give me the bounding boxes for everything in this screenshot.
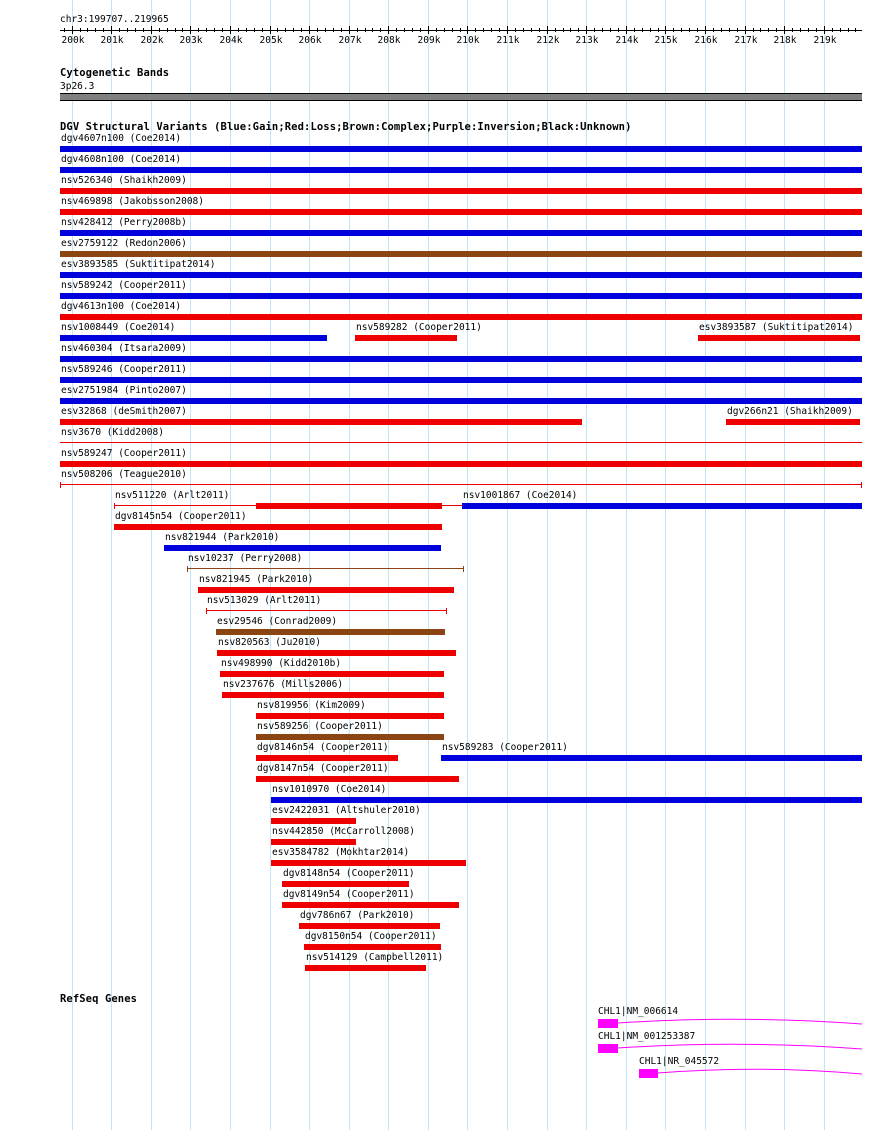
variant-label: esv2422031 (Altshuler2010) [272,805,421,816]
ruler-tick-label: 200k [61,35,85,46]
variant-label: dgv8150n54 (Cooper2011) [305,931,437,942]
ruler-tick-label: 207k [338,35,362,46]
variant-label: nsv589242 (Cooper2011) [61,280,187,291]
transcript-label: CHL1|NM_001253387 [598,1031,696,1042]
variant-label: esv2759122 (Redon2006) [61,238,187,249]
ruler-tick-label: 211k [496,35,520,46]
variant-label: esv32868 (deSmith2007) [61,406,187,417]
variant-label: dgv4613n100 (Coe2014) [61,301,182,312]
variant-label: nsv428412 (Perry2008b) [61,217,187,228]
variant-label: dgv4608n100 (Coe2014) [61,154,182,165]
variant-label: dgv8149n54 (Cooper2011) [283,889,415,900]
variant-label: nsv498990 (Kidd2010b) [221,658,342,669]
variant-label: esv2751984 (Pinto2007) [61,385,187,396]
variant-label: nsv469898 (Jakobsson2008) [61,196,204,207]
ruler-tick-label: 206k [298,35,322,46]
variant-label: dgv4607n100 (Coe2014) [61,133,182,144]
ruler-tick-label: 213k [575,35,599,46]
variant-label: nsv589283 (Cooper2011) [442,742,568,753]
variant-label: nsv589256 (Cooper2011) [257,721,383,732]
variant-label: dgv8145n54 (Cooper2011) [115,511,247,522]
variant-label: dgv8148n54 (Cooper2011) [283,868,415,879]
ruler-tick-label: 219k [813,35,837,46]
cytoband-track-title: Cytogenetic Bands [60,67,170,79]
refseq-track-title: RefSeq Genes [60,993,138,1005]
ruler-tick-label: 216k [694,35,718,46]
ruler-tick-label: 214k [615,35,639,46]
variant-label: dgv786n67 (Park2010) [300,910,415,921]
variant-label: nsv460304 (Itsara2009) [61,343,187,354]
variant-label: dgv266n21 (Shaikh2009) [727,406,853,417]
ruler-tick-label: 201k [100,35,124,46]
variant-label: nsv1001867 (Coe2014) [463,490,578,501]
ruler-tick-label: 209k [417,35,441,46]
variant-label: nsv820563 (Ju2010) [218,637,321,648]
intron-line[interactable] [618,1044,862,1049]
dgv-track-title: DGV Structural Variants (Blue:Gain;Red:Loss;Brown:Complex;Purple:Inversion;Black:Unknown) [60,121,632,133]
variant-label: esv3893585 (Suktitipat2014) [61,259,216,270]
variant-label: nsv511220 (Arlt2011) [115,490,230,501]
ruler-tick-label: 204k [219,35,243,46]
variant-label: esv3893587 (Suktitipat2014) [699,322,854,333]
ruler-tick-label: 202k [140,35,164,46]
variant-label: nsv3670 (Kidd2008) [61,427,164,438]
variant-label: nsv819956 (Kim2009) [257,700,366,711]
variant-label: esv3584782 (Mokhtar2014) [272,847,410,858]
variant-label: nsv10237 (Perry2008) [188,553,303,564]
variant-label: nsv589282 (Cooper2011) [356,322,482,333]
variant-label: nsv589246 (Cooper2011) [61,364,187,375]
variant-label: nsv442850 (McCarroll2008) [272,826,415,837]
variant-label: dgv8147n54 (Cooper2011) [257,763,389,774]
variant-label: nsv237676 (Mills2006) [223,679,344,690]
ruler-tick-label: 203k [179,35,203,46]
variant-label: nsv1010970 (Coe2014) [272,784,387,795]
ruler-tick-label: 217k [734,35,758,46]
variant-label: nsv1008449 (Coe2014) [61,322,176,333]
transcript-label: CHL1|NM_006614 [598,1006,679,1017]
variant-label: nsv821945 (Park2010) [199,574,314,585]
ruler-tick-label: 212k [536,35,560,46]
variant-label: nsv589247 (Cooper2011) [61,448,187,459]
variant-label: nsv513029 (Arlt2011) [207,595,322,606]
ruler-tick-label: 208k [377,35,401,46]
ruler-tick-label: 205k [259,35,283,46]
cytoband-name: 3p26.3 [60,81,95,92]
transcript-label: CHL1|NR_045572 [639,1056,720,1067]
variant-label: esv29546 (Conrad2009) [217,616,338,627]
variant-label: nsv821944 (Park2010) [165,532,280,543]
ruler-tick-label: 215k [654,35,678,46]
variant-label: nsv508206 (Teague2010) [61,469,187,480]
variant-label: nsv526340 (Shaikh2009) [61,175,187,186]
variant-label: nsv514129 (Campbell2011) [306,952,444,963]
intron-line[interactable] [618,1019,862,1024]
variant-label: dgv8146n54 (Cooper2011) [257,742,389,753]
ruler-tick-label: 218k [773,35,797,46]
intron-line[interactable] [658,1069,862,1074]
ruler-tick-label: 210k [456,35,480,46]
position-label: chr3:199707..219965 [60,14,169,25]
